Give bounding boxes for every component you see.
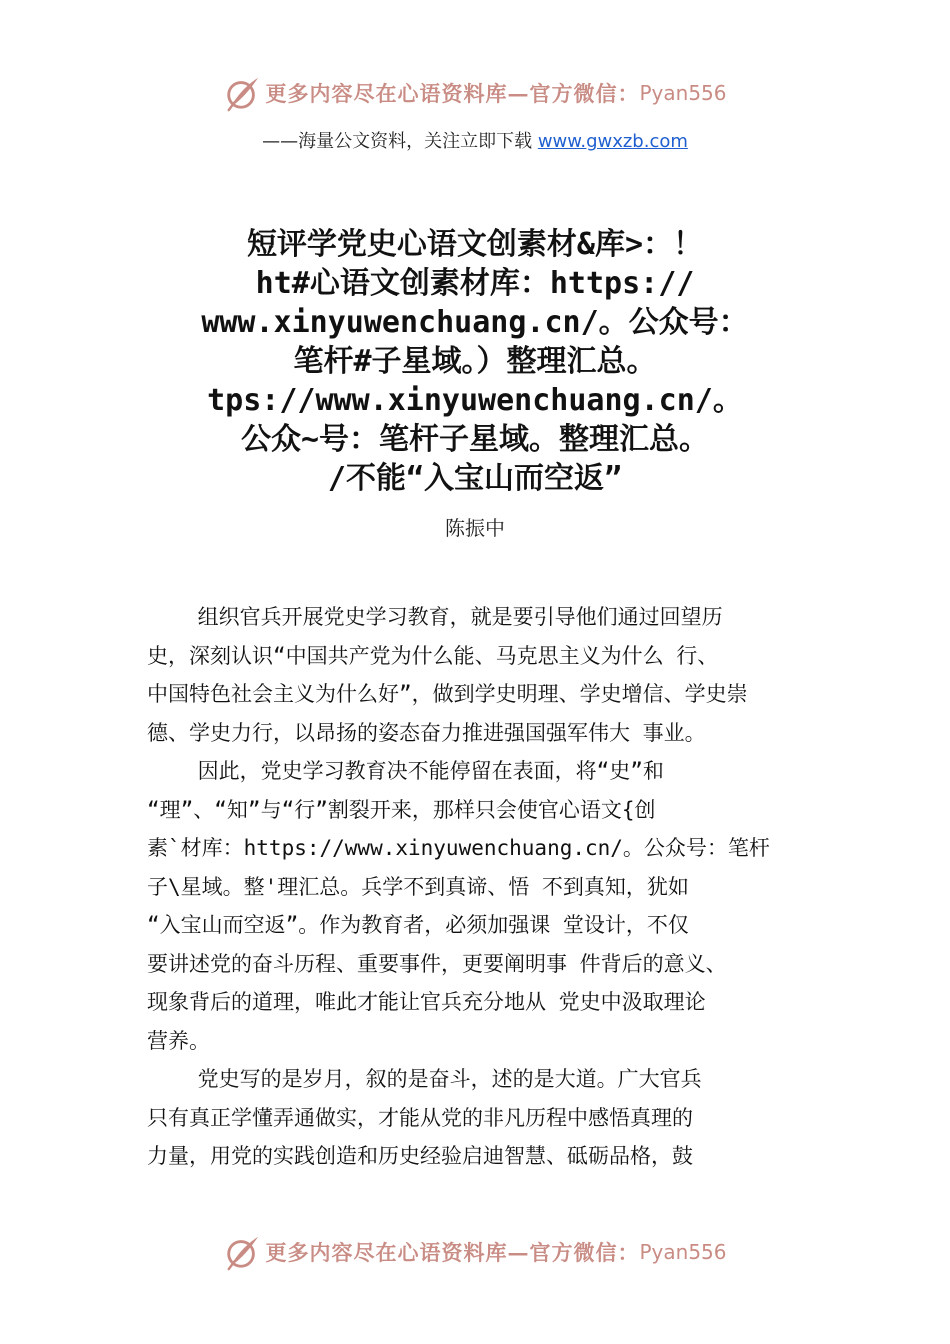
article-title (70, 225, 880, 498)
title-line: www.xinyuwenchuang.cn/。公众号： (201, 305, 749, 340)
quill-logo-icon (223, 74, 261, 112)
download-notice (0, 127, 950, 153)
title-line: ht#心语文创素材库：https:// (255, 266, 695, 301)
body-line: 力量，用党的实践创造和历史经验启迪智慧、砥砺品格，鼓 (147, 1144, 693, 1168)
title-line: 短评学党史心语文创素材&库>：！ (246, 227, 704, 262)
title-line: 公众~号：笔杆子星域。整理汇总。 (240, 422, 710, 457)
quill-logo-icon (223, 1233, 261, 1271)
banner-text: 更多内容尽在心语资料库—官方微信： (265, 81, 640, 106)
body-line: “入宝山而空返”。作为教育者，必须加强课 堂设计，不仅 (147, 913, 689, 937)
footer-banner (0, 1232, 950, 1272)
header-banner (0, 73, 950, 113)
body-line: 营养。 (147, 1028, 210, 1053)
body-line: 现象背后的道理，唯此才能让官兵充分地从 党史中汲取理论 (147, 990, 706, 1014)
author-name: 陈振中 (445, 516, 505, 540)
body-line: 要讲述党的奋斗历程、重要事件，更要阐明事 件背后的意义、 (147, 951, 727, 976)
body-line: “理”、“知”与“行”割裂开来，那样只会使官心语文{创 (147, 797, 656, 822)
body-line: 德、学史力行，以昂扬的姿态奋力推进强国强军伟大 事业。 (147, 720, 706, 745)
body-line: 因此，党史学习教育决不能停留在表面，将“史”和 (147, 759, 664, 783)
title-line: tps://www.xinyuwenchuang.cn/。 (207, 383, 743, 418)
body-line: 史，深刻认识“中国共产党为什么能、马克思主义为什么 行、 (147, 643, 719, 668)
title-line: /不能“入宝山而空返” (327, 461, 623, 496)
download-notice-text: ——海量公文资料，关注立即下载 (262, 131, 533, 152)
banner-text: 更多内容尽在心语资料库—官方微信： (265, 1240, 640, 1265)
body-line: 中国特色社会主义为什么好”，做到学史明理、学史增信、学史崇 (147, 682, 748, 706)
banner-wechat-id: Pyan556 (639, 1240, 727, 1264)
body-line: 党史写的是岁月，叙的是奋斗，述的是大道。广大官兵 (147, 1067, 702, 1091)
title-line: 笔杆#子星域。）整理汇总。 (293, 344, 657, 379)
banner-wechat-id: Pyan556 (639, 81, 727, 105)
body-line: 素`材库：https://www.xinyuwenchuang.cn/。公众号：笔杆 (147, 836, 770, 860)
body-line: 组织官兵开展党史学习教育，就是要引导他们通过回望历 (147, 605, 723, 629)
body-line: 只有真正学懂弄通做实，才能从党的非凡历程中感悟真理的 (147, 1105, 693, 1130)
download-link[interactable]: www.gwxzb.com (537, 131, 688, 152)
article-body (147, 598, 827, 1176)
body-line: 子\星域。整'理汇总。兵学不到真谛、悟 不到真知，犹如 (147, 874, 689, 899)
